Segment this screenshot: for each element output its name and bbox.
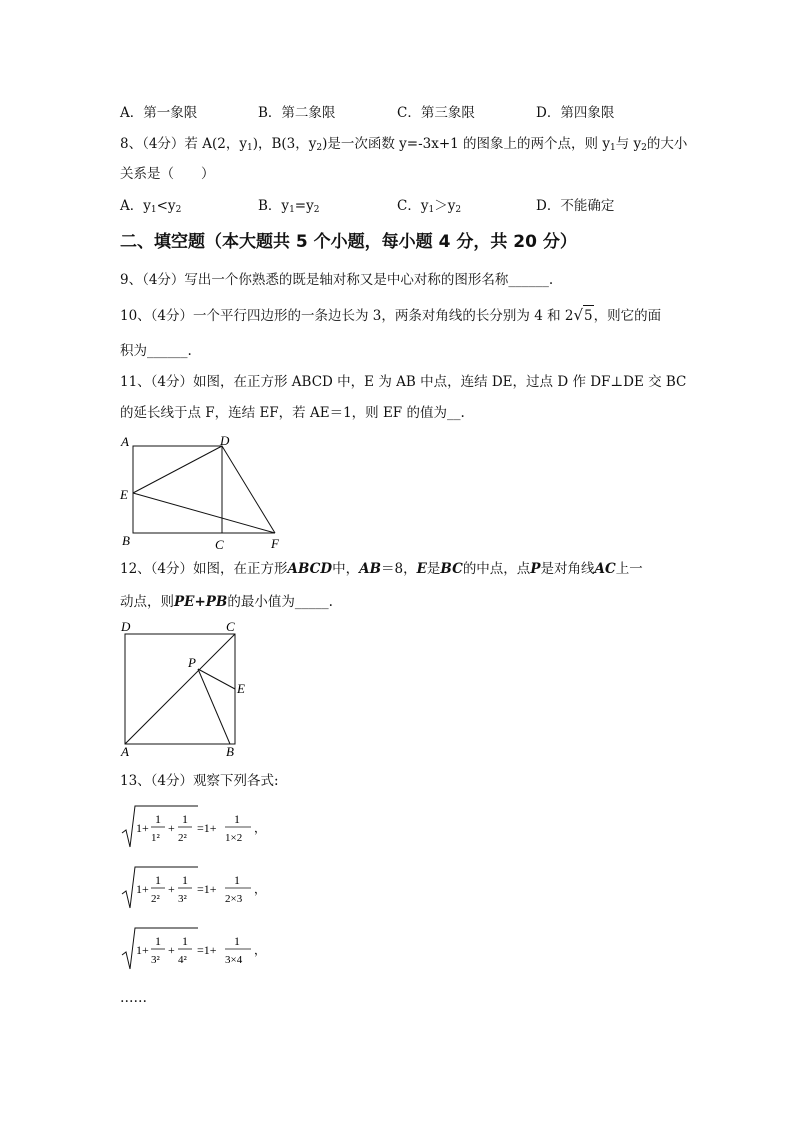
svg-text:+: +: [168, 821, 175, 835]
sqrt-five: 5: [583, 305, 594, 326]
svg-text:，: ，: [254, 882, 267, 896]
segment-pb: [198, 669, 230, 744]
svg-text:2²: 2²: [151, 893, 160, 905]
q7-option-b: B．第二象限: [258, 105, 336, 121]
svg-text:，: ，: [254, 943, 267, 957]
q11-stem-line1: 11、（4分）如图，在正方形 ABCD 中，E 为 AB 中点，连结 DE，过点 D 作 DF⊥DE 交 BC: [120, 374, 687, 390]
svg-text:1: 1: [155, 873, 161, 887]
q9-stem: 9、（4分）写出一个你熟悉的既是轴对称又是中心对称的图形名称______.: [120, 272, 554, 288]
svg-text:4²: 4²: [178, 954, 187, 966]
segment-pe: [198, 669, 235, 689]
formula-1: [120, 803, 280, 857]
section-title: 二、填空题（本大题共 5 个小题，每小题 4 分，共 20 分）: [120, 232, 577, 252]
q10-stem-line2: 积为______.: [120, 343, 192, 359]
formula-3: [120, 925, 280, 979]
svg-text:1+: 1+: [136, 943, 149, 957]
q7-option-a: A．第一象限: [120, 105, 198, 121]
svg-text:=1+: =1+: [197, 943, 217, 957]
svg-text:1+: 1+: [136, 821, 149, 835]
label-d: D: [220, 433, 230, 448]
label-b: B: [122, 533, 130, 548]
svg-text:1: 1: [234, 812, 240, 826]
q12-figure: [118, 618, 258, 764]
q7-option-d: D．第四象限: [536, 105, 615, 121]
q8-stem-line2: 关系是（ ）: [120, 166, 215, 182]
svg-text:3²: 3²: [151, 954, 160, 966]
svg-text:3×4: 3×4: [225, 954, 243, 966]
square-abcd: [133, 446, 222, 533]
svg-text:2×3: 2×3: [225, 893, 243, 905]
label-e: E: [120, 487, 128, 502]
q10-stem-line1: 10、（4分）一个平行四边形的一条边长为 3，两条对角线的长分别为 4 和 2√5，则它的面: [120, 306, 662, 324]
ellipsis: ……: [120, 990, 147, 1006]
svg-text:1²: 1²: [151, 832, 160, 844]
svg-text:，: ，: [254, 821, 267, 835]
label-a: A: [121, 434, 129, 449]
svg-text:1: 1: [155, 812, 161, 826]
label-f: F: [271, 536, 279, 551]
diagonal-ac: [125, 634, 235, 744]
label-e: E: [237, 681, 245, 696]
formula-2: [120, 864, 280, 918]
svg-text:1+: 1+: [136, 882, 149, 896]
segment-de: [133, 446, 222, 493]
q8-option-d: D．不能确定: [536, 198, 615, 214]
segment-ef: [133, 493, 275, 533]
q8-option-a: A．$y_1<y_2$: [120, 198, 182, 215]
q11-stem-line2: 的延长线于点 F，连结 EF，若 AE＝1，则 EF 的值为__.: [120, 405, 465, 421]
label-c: C: [215, 537, 224, 552]
q12-stem-line2: 动点，则PE+PB的最小值为_____.: [120, 594, 333, 610]
svg-text:1: 1: [234, 873, 240, 887]
label-c: C: [226, 619, 235, 634]
svg-text:1×2: 1×2: [225, 832, 243, 844]
svg-text:=1+: =1+: [197, 882, 217, 896]
svg-text:=1+: =1+: [197, 821, 217, 835]
q13-stem: 13、（4分）观察下列各式:: [120, 773, 279, 789]
svg-text:+: +: [168, 943, 175, 957]
svg-text:1: 1: [182, 934, 188, 948]
q11-figure: [118, 433, 298, 557]
svg-text:+: +: [168, 882, 175, 896]
label-p: P: [188, 655, 196, 670]
svg-text:1: 1: [182, 873, 188, 887]
q8-option-c: C．$y_1>y_2$: [397, 198, 462, 215]
label-a: A: [121, 744, 129, 759]
q8-stem-line1: 8、（4分）若 A(2，$y_1$)，B(3，$y_2$)是一次函数 y=-3x+1 的图象上的两个点，则 $y_1$与 $y_2$的大小: [120, 136, 688, 153]
svg-text:1: 1: [155, 934, 161, 948]
svg-text:2²: 2²: [178, 832, 187, 844]
q7-option-c: C．第三象限: [397, 105, 475, 121]
label-b: B: [226, 744, 234, 759]
svg-text:1: 1: [182, 812, 188, 826]
label-d: D: [121, 619, 131, 634]
q12-stem-line1: 12、（4分）如图，在正方形ABCD中，AB＝8，E是BC的中点，点P是对角线AC上一: [120, 561, 643, 577]
svg-text:3²: 3²: [178, 893, 187, 905]
svg-text:1: 1: [234, 934, 240, 948]
q8-option-b: B．$y_1=y_2$: [258, 198, 320, 215]
